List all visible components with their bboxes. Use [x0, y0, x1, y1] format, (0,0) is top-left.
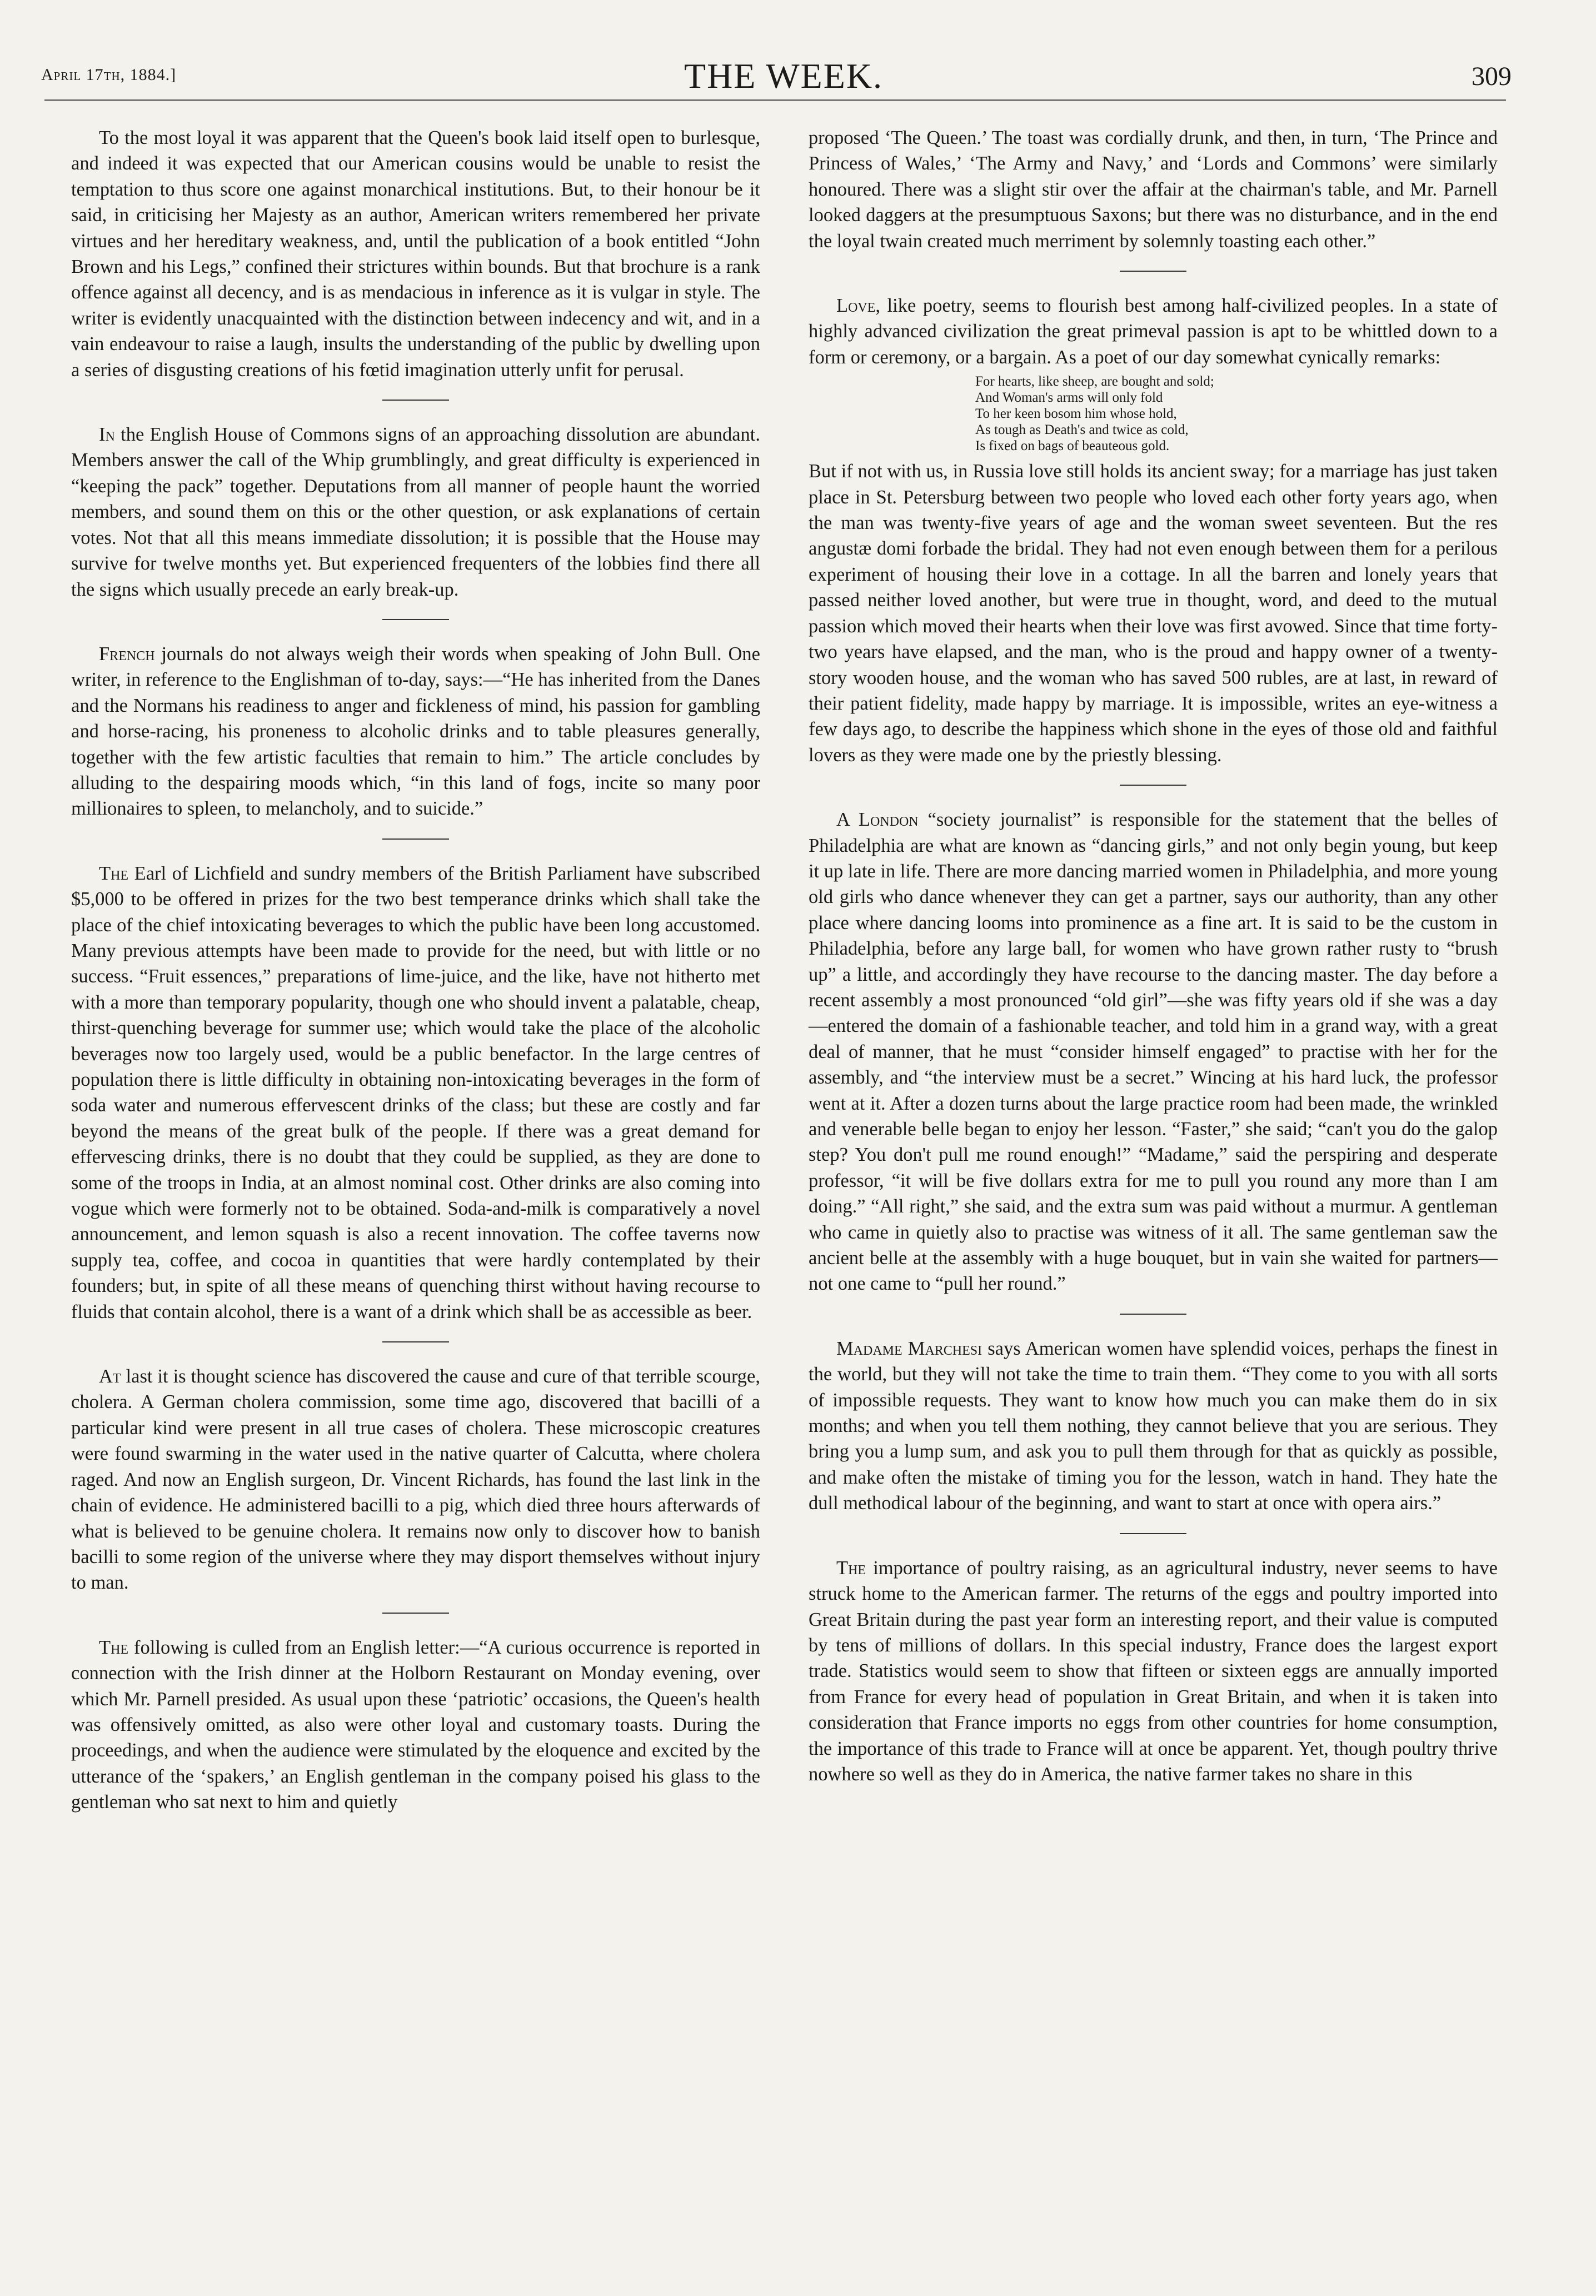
- paragraph-text: “society journalist” is responsible for the statement that the belles of Philadelphia are what are known as “dancing girls,” and not only begin young, but keep it up late in life. There are more dancing married women in Philadelphia, and more young old girls who dance whenever they can get a partner, says our authority, than any other place where dancing looms into prominence as a fine art. It is said to be the custom in Philadelphia, before any large ball, for women who have grown rather rusty to “brush up” a little, and accordingly they have recourse to the dancing master. The day before a recent assembly a most pronounced “old girl”—she was fifty years old if she was a day—entered the domain of a fashionable teacher, and told him in a grand way, with a great deal of manner, that he must “consider himself engaged” to practise with her for the assembly, and “the interview must be a secret.” Wincing at his hard luck, the professor went at it. After a dozen turns about the large practice room had been made, the wrinkled and venerable belle began to enjoy her lesson. “Faster,” she said; “can't you do the galop step? You don't pull me round enough!” “Madame,” said the perspiring and desperate professor, “it will be five dollars extra for me to pull you round any more than I am doing.” “All right,” she said, and the extra sum was paid without a murmur. A gentleman who came in quietly also to practise was witness of it all. The same gentleman saw the ancient belle at the assembly with a huge bouquet, but in vain she waited for partners—not one came to “pull her round.”: [809, 809, 1498, 1295]
- paragraph-love: [809, 293, 1498, 370]
- left-column: [71, 125, 760, 1815]
- lead-word: The: [99, 1636, 129, 1658]
- issue-date: April 17th, 1884.]: [41, 66, 177, 84]
- paragraph-french-journals: [71, 641, 760, 822]
- section-divider: [1120, 785, 1186, 786]
- poem-line: To her keen bosom him whose hold,: [975, 406, 1177, 422]
- section-divider: [1120, 1314, 1186, 1315]
- poem-line: For hearts, like sheep, are bought and sold;: [975, 374, 1214, 390]
- page-number: 309: [1472, 62, 1512, 91]
- paragraph-text: says American women have splendid voices, perhaps the finest in the world, but they will not take the time to train them. “They come to you with all sorts of impossible requests. They want to know how much you can make them do in six months; and when you tell them nothing, they cannot believe that you are serious. They bring you a lump sum, and ask you to pull them through for that as quickly as possible, and make often the mistake of timing you for the lesson, watch in hand. They hate the dull methodical labour of the beginning, and want to start at once with opera airs.”: [809, 1337, 1498, 1514]
- paragraph-house-of-commons: [71, 422, 760, 602]
- paragraph-poultry: [809, 1555, 1498, 1788]
- paragraph-russia-marriage: But if not with us, in Russia love still holds its ancient sway; for a marriage has just taken place in St. Petersburg between two people who loved each other forty years ago, when the man was twenty-five years of age and the woman sweet seventeen. But the res angustæ domi forbade the bridal. They had not even enough between them for a perilous experiment of housing their love in a cottage. In all the barren and lonely years that passed neither loved another, but were true in thought, word, and deed to the mutual passion which moved their hearts when their love was first avowed. Since that time forty-two years have elapsed, and the man, who is the proud and happy owner of a twenty-story wooden house, and the woman who has saved 500 rubles, are at last, in reward of their patient fidelity, made happy by marriage. It is impossible, writes an eye-witness a few days ago, to describe the happiness which shone in the eyes of those old and faithful lovers as they were made one by the priestly blessing.: [809, 461, 1498, 766]
- poem-line: As tough as Death's and twice as cold,: [975, 422, 1189, 438]
- poem-line: Is fixed on bags of beauteous gold.: [975, 438, 1170, 454]
- lead-word: The: [99, 862, 129, 884]
- paragraph-temperance-drinks: [71, 861, 760, 1325]
- paragraph-text: last it is thought science has discovered the cause and cure of that terrible scourge, cholera. A German cholera commission, some time ago, discovered that bacilli of a particular kind were present in all true cases of cholera. These microscopic creatures were found swarming in the water used in the native quarter of Calcutta, where cholera raged. And now an English surgeon, Dr. Vincent Richards, has found the last link in the chain of evidence. He administered bacilli to a pig, which died three hours afterwards of what is believed to be genuine cholera. It remains now only to discover how to banish bacilli to some region of the universe where they may disport themselves without injury to man.: [71, 1366, 760, 1594]
- lead-word: Madame Marchesi: [836, 1337, 982, 1359]
- lead-word: French: [99, 643, 155, 665]
- right-column: [809, 125, 1498, 1787]
- paragraph-queens-book: To the most loyal it was apparent that the Queen's book laid itself open to burlesque, and indeed it was expected that our American cousins would be unable to resist the temptation to thus score one against monarchical institutions. But, to their honour be it said, in criticising her Majesty as an author, American writers remembered her private virtues and her hereditary weakness, and, until the publication of a book entitled “John Brown and his Legs,” confined their strictures within bounds. But that brochure is a rank offence against all decency, and is as mendacious in inference as it is vulgar in style. The writer is evidently unacquainted with the distinction between indecency and wit, and in a vain endeavour to raise a laugh, insults the understanding of the public by dwelling upon a series of disgusting creations of his fœtid imagination utterly unfit for perusal.: [71, 127, 760, 381]
- paragraph-text: Earl of Lichfield and sundry members of the British Parliament have subscribed $5,000 to be offered in prizes for the two best temperance drinks which shall take the place of the chief intoxicating beverages to which the public have been long accustomed. Many previous attempts have been made to provide for the need, but with little or no success. “Fruit essences,” preparations of lime-juice, and the like, have not hitherto met with a more than temporary popularity, though one who should invent a palatable, cheap, thirst-quenching beverage for summer use; which would take the place of the alcoholic beverages now too largely used, would be a public benefactor. In the large centres of population there is little difficulty in obtaining non-intoxicating beverages in the form of soda water and numerous effervescent drinks of the class; but these are costly and far beyond the means of the great bulk of the people. If there was a great demand for effervescing drinks, there is no doubt that they could be supplied, as they are done to some of the troops in India, at an almost nominal cost. Other drinks are also coming into vogue which were formerly not to be obtained. Soda-and-milk is comparatively a novel announcement, and lemon squash is also a recent innovation. The coffee taverns now supply tea, coffee, and cocoa in quantities that were hardly contemplated by their founders; but, in spite of all these means of quenching thirst without having recourse to fluids that contain alcohol, there is a want of a drink which shall be as accessible as beer.: [71, 862, 760, 1322]
- paragraph-philadelphia-dancing: [809, 807, 1498, 1297]
- lead-word: Love,: [836, 295, 881, 317]
- paragraph-text: journals do not always weigh their words when speaking of John Bull. One writer, in reference to the Englishman of to-day, says:—“He has inherited from the Danes and the Normans his readiness to anger and fickleness of mind, his passion for gambling and horse-racing, his proneness to alcoholic drinks and to table pleasures generally, together with the few artistic faculties that remain to him.” The article concludes by alluding to the despairing moods which, “in this land of fogs, incite so many poor millionaires to spleen, to melancholy, and to suicide.”: [71, 643, 760, 820]
- paragraph-text: importance of poultry raising, as an agricultural industry, never seems to have struck home to the American farmer. The returns of the eggs and poultry imported into Great Britain during the past year form an interesting report, and their value is computed by tens of millions of dollars. In this special industry, France does the largest export trade. Statistics would seem to show that fifteen or sixteen eggs are annually imported from France for every head of population in Great Britain, and when it is taken into consideration that France imports no eggs from other countries for home consumption, the importance of this trade to France will at once be apparent. Yet, though poultry thrive nowhere so well as they do in America, the native farmer takes no share in this: [809, 1557, 1498, 1785]
- paragraph-text: like poetry, seems to flourish best among half-civilized peoples. In a state of highly advanced civilization the great primeval passion is apt to be whittled down to a form or ceremony, or a bargain. As a poet of our day somewhat cynically remarks:: [809, 295, 1498, 368]
- lead-word: The: [836, 1557, 866, 1579]
- section-divider: [382, 838, 449, 840]
- lead-word: A London: [836, 809, 919, 831]
- section-divider: [382, 1341, 449, 1342]
- section-divider: [382, 1613, 449, 1614]
- paragraph-toast-continued: proposed ‘The Queen.’ The toast was cordially drunk, and then, in turn, ‘The Prince and Princess of Wales,’ ‘The Army and Navy,’ and ‘Lords and Commons’ were similarly honoured. There was a slight stir over the affair at the chairman's table, and Mr. Parnell looked daggers at the presumptuous Saxons; but there was no disturbance, and in the end the loyal twain created much merriment by solemnly toasting each other.”: [809, 127, 1498, 252]
- page-header: [33, 0, 1534, 94]
- paragraph-text: the English House of Commons signs of an approaching dissolution are abundant. Members answer the call of the Whip grumblingly, and great difficulty is experienced in “keeping the pack” together. Deputations from all manner of people haunt the worried members, and sound them on this or the other question, or ask explanations of certain votes. Not that all this means immediate dissolution; it is possible that the House may survive for twelve months yet. But experienced frequenters of the lobbies find there all the signs which usually precede an early break-up.: [71, 424, 760, 600]
- section-divider: [382, 619, 449, 620]
- section-divider: [1120, 271, 1186, 272]
- paragraph-madame-marchesi: [809, 1336, 1498, 1516]
- paragraph-english-letter: [71, 1635, 760, 1815]
- publication-title: THE WEEK.: [684, 56, 884, 96]
- lead-word: In: [99, 424, 115, 446]
- section-divider: [382, 400, 449, 401]
- header-rule: [44, 99, 1506, 101]
- section-divider: [1120, 1533, 1186, 1534]
- lead-word: At: [99, 1366, 121, 1387]
- poem-quote: [975, 373, 1498, 454]
- paragraph-text: following is culled from an English letter:—“A curious occurrence is reported in connection with the Irish dinner at the Holborn Restaurant on Monday evening, over which Mr. Parnell presided. As usual upon these ‘patriotic’ occasions, the Queen's health was offensively omitted, as also were other loyal and customary toasts. During the proceedings, and when the audience were stimulated by the eloquence and excited by the utterance of the ‘spakers,’ an English gentleman in the company poised his glass to the gentleman who sat next to him and quietly: [71, 1636, 760, 1813]
- poem-line: And Woman's arms will only fold: [975, 390, 1163, 406]
- paragraph-cholera: [71, 1364, 760, 1596]
